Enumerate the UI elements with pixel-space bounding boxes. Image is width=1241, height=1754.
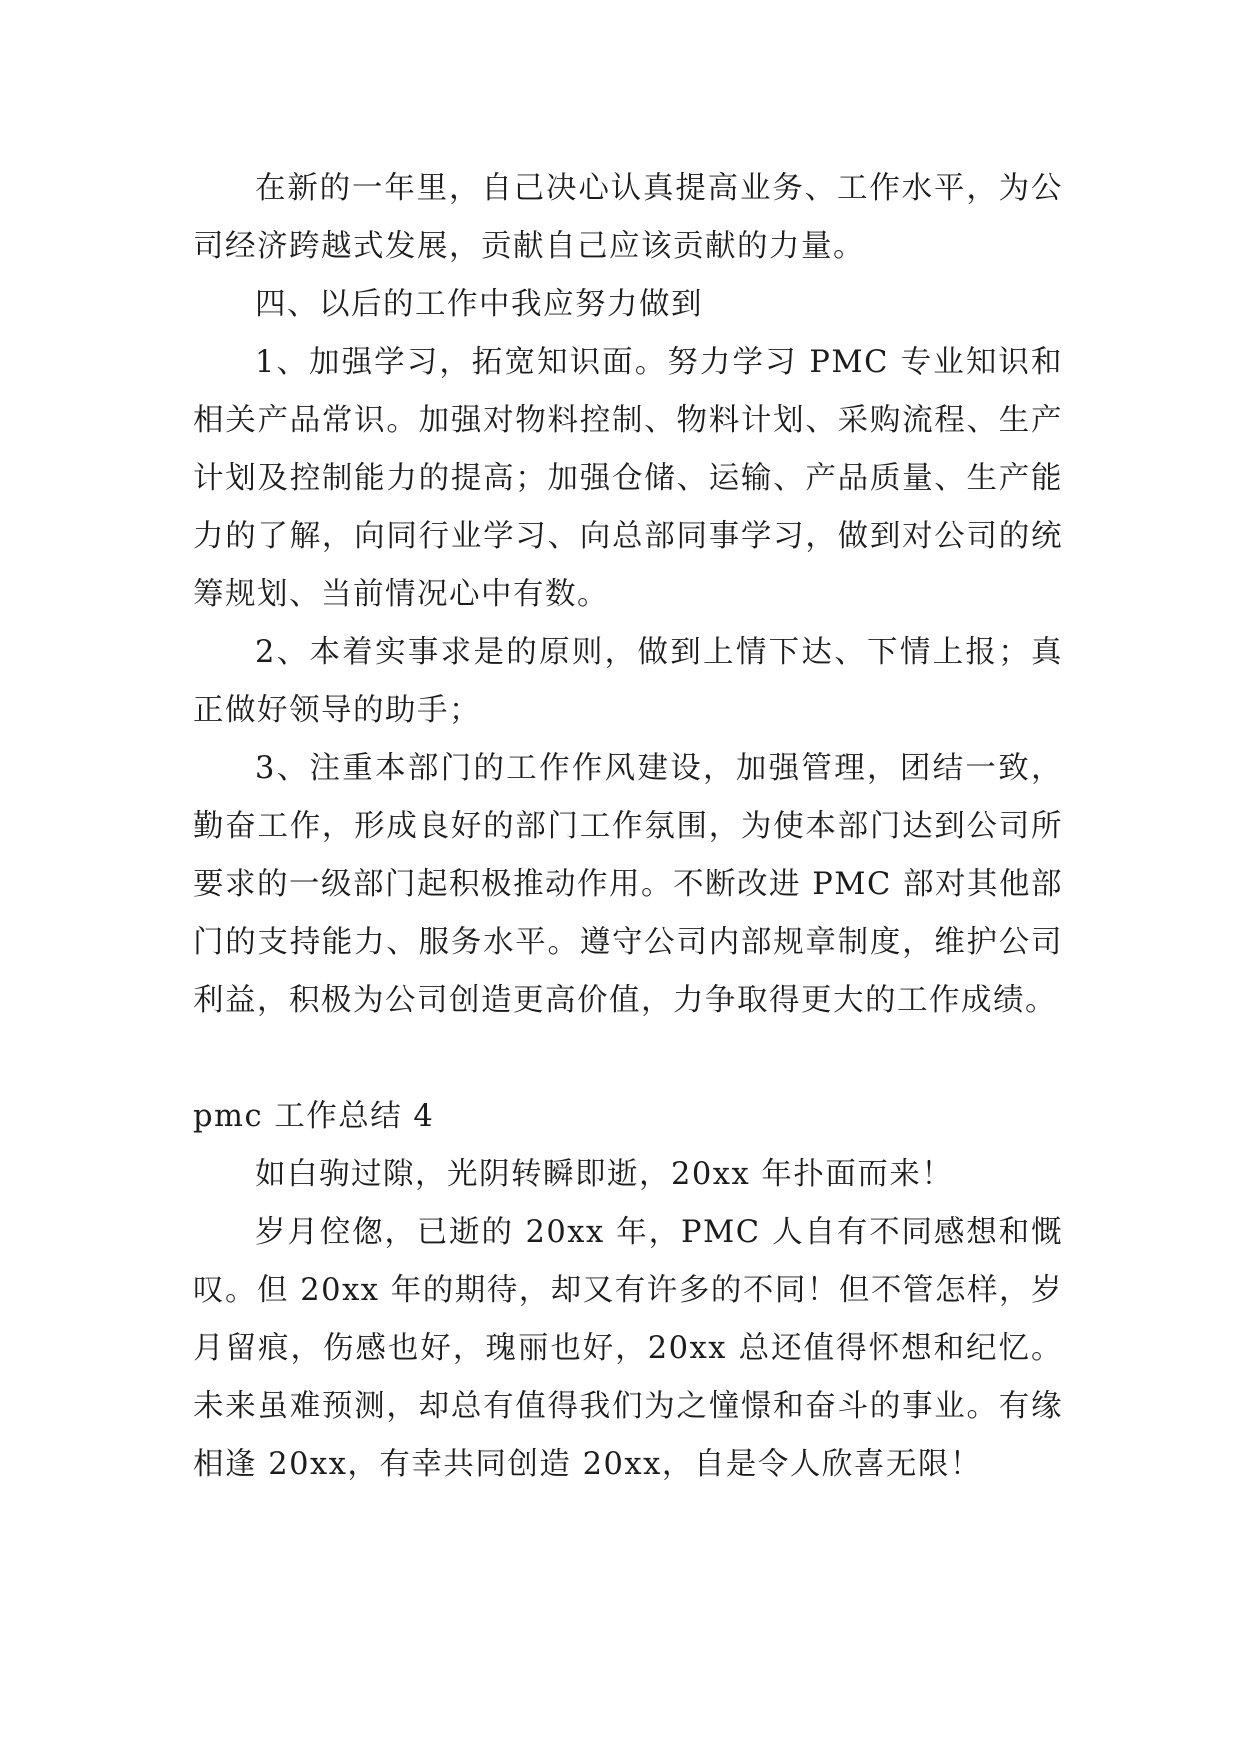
paragraph-goal-1-study: 1、加强学习，拓宽知识面。努力学习 PMC 专业知识和相关产品常识。加强对物料控制、物料计划、采购流程、生产计划及控制能力的提高；加强仓储、运输、产品质量、生产能力的了解，向同行业学习、向总部同事学习，做到对公司的统筹规划、当前情况心中有数。 bbox=[193, 345, 1063, 612]
paragraph-time-flies: 如白驹过隙，光阴转瞬即逝，20xx 年扑面而来！ bbox=[255, 1157, 954, 1192]
document-body bbox=[193, 160, 1063, 1494]
paragraph-years-reflection: 岁月倥偬，已逝的 20xx 年，PMC 人自有不同感想和慨叹。但 20xx 年的期待，却又有许多的不同！但不管怎样，岁月留痕，伤感也好，瑰丽也好，20xx 总还值得怀想和纪忆。未来虽难预测，却总有值得我们为之憧憬和奋斗的事业。有缘相逢 20xx，有幸共同创造 20xx，自是令人欣喜无限！ bbox=[193, 1215, 1063, 1482]
paragraph-goal-2-truth: 2、本着实事求是的原则，做到上情下达、下情上报；真正做好领导的助手； bbox=[193, 635, 1063, 728]
section-title: pmc 工作总结 4 bbox=[193, 1099, 435, 1134]
paragraph-goal-3-style: 3、注重本部门的工作作风建设，加强管理，团结一致，勤奋工作，形成良好的部门工作氛围，为使本部门达到公司所要求的一级部门起积极推动作用。不断改进 PMC 部对其他部门的支持能力、服务水平。遵守公司内部规章制度，维护公司利益，积极为公司创造更高价值，力争取得更大的工作成绩。 bbox=[193, 751, 1063, 1018]
paragraph-future-goals-heading: 四、以后的工作中我应努力做到 bbox=[255, 287, 703, 322]
section-gap bbox=[193, 1030, 1063, 1088]
paragraph-improve-commitment: 在新的一年里，自己决心认真提高业务、工作水平，为公司经济跨越式发展，贡献自己应该贡献的力量。 bbox=[193, 171, 1063, 264]
